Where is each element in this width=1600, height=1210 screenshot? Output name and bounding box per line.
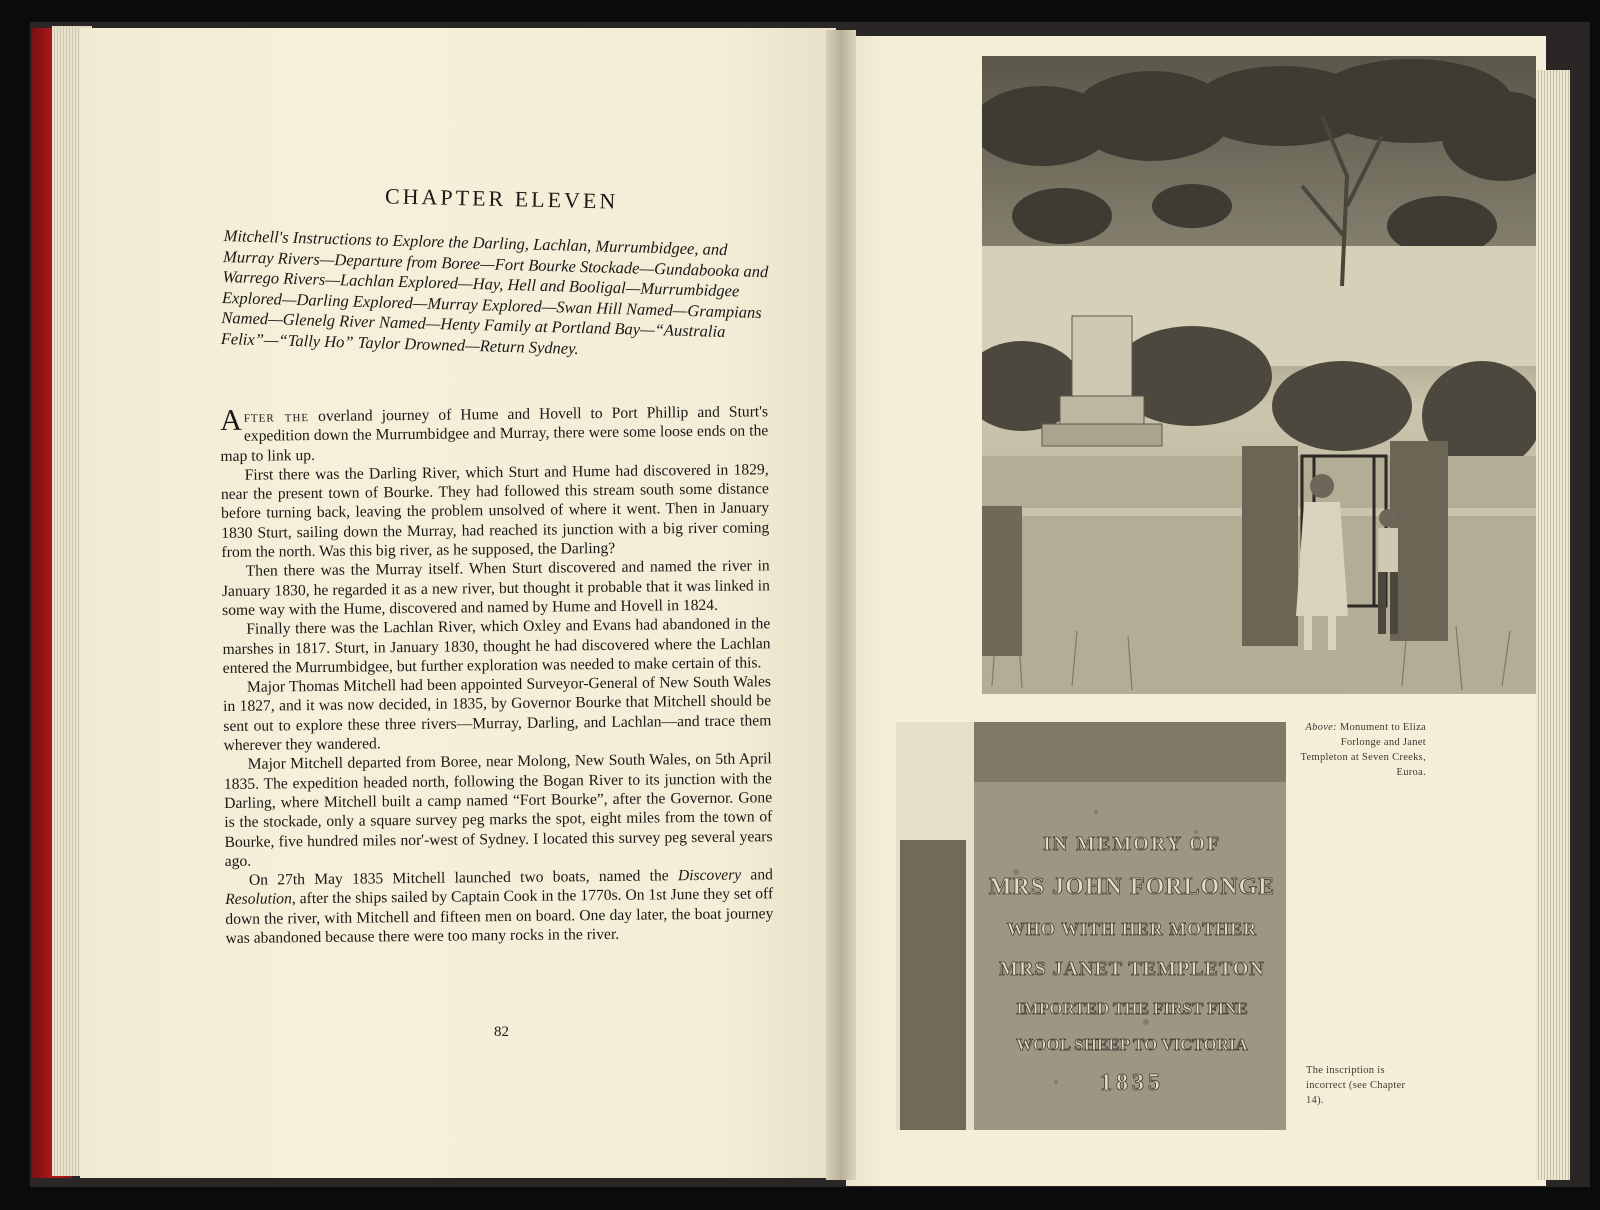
paragraph <box>220 402 769 466</box>
paragraph-text: overland journey of Hume and Hovell to Port Phillip and Sturt's expedition down the Murrumbidgee and Murray, there were some loose ends on the map to link up. <box>220 403 769 465</box>
body-text <box>220 402 774 948</box>
paragraph: Finally there was the Lachlan River, which Oxley and Evans had abandoned in the marshes in 1817. Sturt, in January 1830, thought he had discovered where the Lachlan entered the Murrumbidgee, but further exploration was needed to make certain of this. <box>222 615 771 677</box>
inscription-note: The inscription is incorrect (see Chapter 14). <box>1306 1065 1406 1106</box>
paragraph: Then there was the Murray itself. When Sturt discovered and named the river in January 1830, he regarded it as a new river, but thought it probable that it was linked in some way with the Hume, discovered and named by Hume and Hovell in 1824. <box>221 557 770 619</box>
caption-label: Above: <box>1305 722 1337 733</box>
right-page-edges <box>1536 70 1570 1180</box>
paragraph: Major Thomas Mitchell had been appointed Surveyor-General of New South Wales in 1827, and it was now decided, in 1835, by Governor Bourke that Mitchell should be sent out to explore these three rivers—Murray, Darling, and Lachlan—and trace them wherever they wandered. <box>223 673 772 755</box>
inscription-line: WHO WITH HER MOTHER <box>1006 919 1258 939</box>
inscription-photo <box>896 722 1286 1130</box>
ship-name: Discovery <box>677 866 742 885</box>
chapter-synopsis: Mitchell's Instructions to Explore the Darling, Lachlan, Murrumbidgee, and Murray Rivers—Departure from Boree—Fort Bourke Stockade—Gundabooka and Warrego Rivers—Lachlan Explored—Hay, Hell and Booligal—Murrumbidgee Explored—Darling Explored—Murray Explored—Swan Hill Named—Grampians Named—Glenelg River Named—Henty Family at Portland Bay—“Australia Felix”—“Tally Ho” Taylor Drowned—Return Sydney. <box>220 226 769 358</box>
inscription-line: 1835 <box>1100 1070 1164 1096</box>
monument-photo-image <box>982 56 1536 694</box>
opening-smallcaps: fter the <box>243 408 310 426</box>
ship-name: Resolution <box>225 890 292 909</box>
inscription-line: WOOL SHEEP TO VICTORIA <box>1016 1035 1248 1054</box>
caption-text: Monument to Eliza Forlonge and Janet Templeton at Seven Creeks, Euroa. <box>1300 722 1426 778</box>
inscription-line: MRS JANET TEMPLETON <box>999 958 1265 980</box>
page-number: 82 <box>494 1024 509 1040</box>
inscription-line: IN MEMORY OF <box>1042 833 1222 855</box>
book-gutter <box>826 30 856 1180</box>
paragraph: On 27th May 1835 Mitchell launched two boats, named the Discovery and Resolution, after the ships sailed by Captain Cook in the 1770s. On 1st June they set off down the river, with Mitchell and fifteen men on board. One day later, the boat journey was abandoned because there were too many rocks in the river. <box>225 866 774 947</box>
chapter-title: CHAPTER ELEVEN <box>384 183 619 214</box>
paragraph: First there was the Darling River, which Sturt and Hume had discovered in 1829, near the present town of Bourke. They had followed this stream south some distance before turning back, leaving the problem unsolved of where it went. Then in January 1830 Sturt, sailing down the Murray, had reached its junction with a big river coming from the north. Was this big river, as he supposed, the Darling? <box>220 461 770 562</box>
inscription-stone <box>896 722 1286 1130</box>
paragraph: Major Mitchell departed from Boree, near Molong, New South Wales, on 5th April 1835. The expedition headed north, following the Bogan River to its junction with the Darling, where Mitchell built a camp named “Fort Bourke”, after the Governor. Gone is the stockade, only a square survey peg marks the spot, eight miles from the town of Bourke, five hundred miles nor'-west of Sydney. I located this survey peg several years ago. <box>223 750 773 870</box>
inscription-line: IMPORTED THE FIRST FINE <box>1016 999 1248 1018</box>
photo-caption <box>1296 720 1426 780</box>
monument-photo <box>982 56 1536 694</box>
drop-cap: A <box>219 403 242 437</box>
inscription-line: MRS JOHN FORLONGE <box>988 874 1276 900</box>
